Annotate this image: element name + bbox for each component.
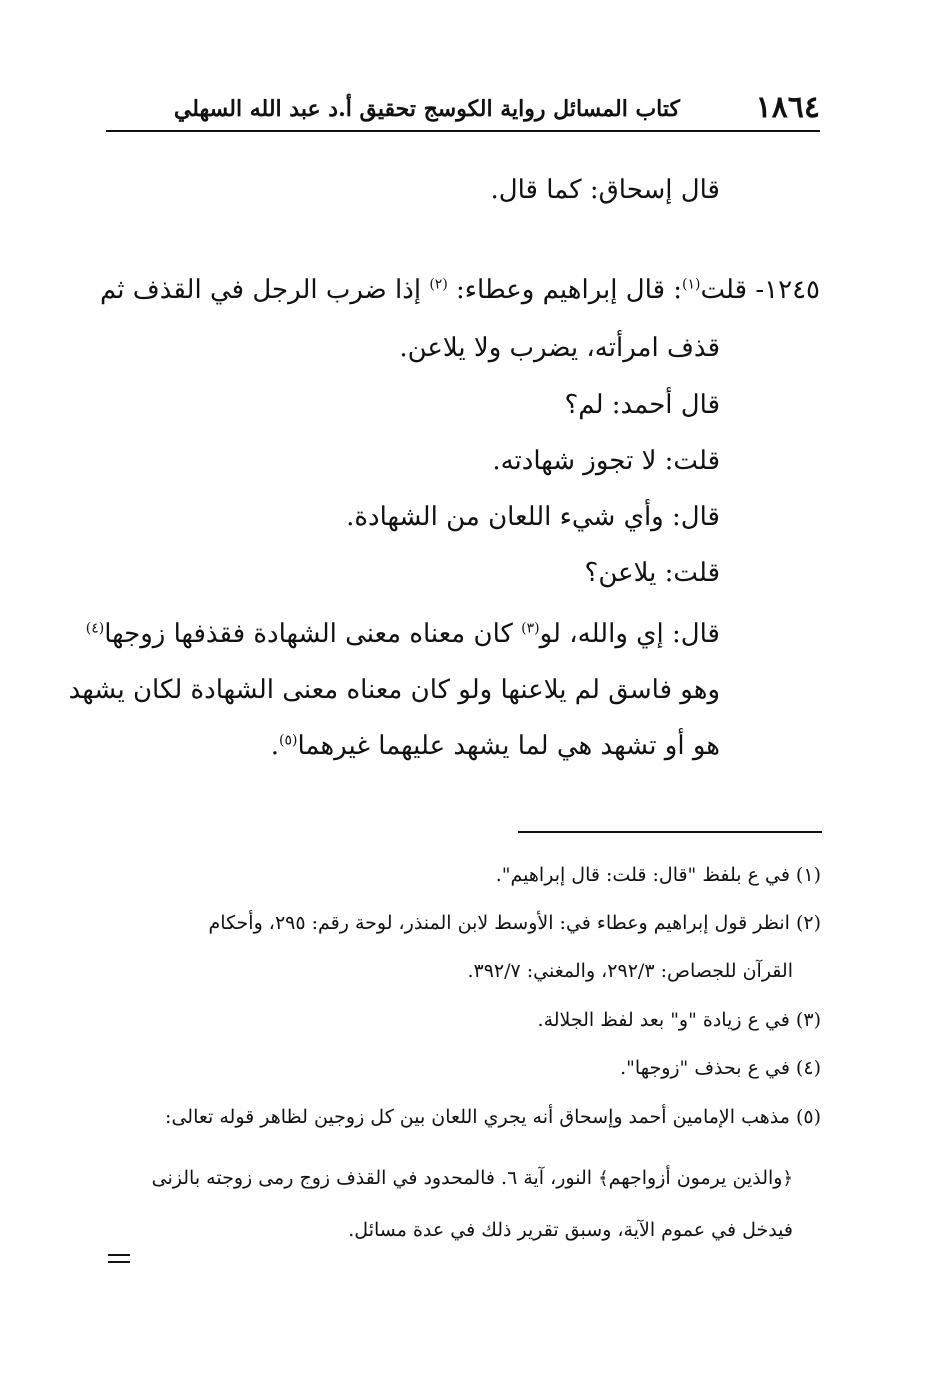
text-line	[86, 614, 720, 654]
text-line: قال إسحاق: كما قال.	[490, 175, 720, 205]
text-segment: : قال إبراهيم وعطاء:	[447, 275, 683, 305]
text-segment: كان معناه معنى الشهادة فقذفها زوجها	[104, 619, 522, 649]
footnote-3: (٣) في ع زيادة "و" بعد لفظ الجلالة.	[537, 1009, 821, 1031]
footnote-5-line-3: فيدخل في عموم الآية، وسبق تقرير ذلك في عدة مسائل.	[348, 1219, 793, 1241]
text-segment: .	[270, 731, 280, 761]
text-segment: هو أو تشهد هي لما يشهد عليهما غيرهما	[297, 731, 720, 761]
quran-verse-text: والذين يرمون أزواجهم	[608, 1167, 783, 1189]
continuation-mark-bar	[108, 1261, 130, 1263]
footnote-5-line-2	[152, 1161, 793, 1196]
footnote-1: (١) في ع بلفظ "قال: قلت: قال إبراهيم".	[495, 864, 821, 886]
issue-1245-heading-line	[100, 270, 820, 310]
text-line: قال: وأي شيء اللعان من الشهادة.	[346, 502, 720, 532]
text-segment: قال: إي والله، لو	[539, 619, 720, 649]
footnote-separator	[518, 831, 822, 833]
quran-bracket-close: ﴾	[598, 1168, 609, 1189]
footnote-ref-3: (٣)	[521, 620, 540, 637]
continuation-mark	[108, 1254, 130, 1264]
footnote-2-line-1: (٢) انظر قول إبراهيم وعطاء في: الأوسط لابن المنذر، لوحة رقم: ٢٩٥، وأحكام	[208, 912, 821, 934]
text-line: وهو فاسق لم يلاعنها ولو كان معناه معنى الشهادة لكان يشهد	[68, 675, 720, 705]
text-line: قلت: لا تجوز شهادته.	[492, 446, 720, 476]
text-line	[271, 726, 720, 766]
footnote-ref-2: (٢)	[429, 276, 448, 293]
footnote-4: (٤) في ع بحذف "زوجها".	[620, 1057, 821, 1079]
text-line: قال أحمد: لم؟	[564, 390, 720, 420]
header-rule	[106, 130, 820, 132]
footnote-ref-4: (٤)	[85, 620, 105, 637]
quran-bracket-open: ﴿	[782, 1168, 793, 1189]
footnote-2-line-2: القرآن للجصاص: ٢٩٢/٣، والمغني: ٣٩٢/٧.	[467, 960, 793, 982]
issue-number-text: ١٢٤٥- قلت	[700, 275, 820, 305]
text-line: قلت: يلاعن؟	[584, 558, 720, 588]
book-title: كتاب المسائل رواية الكوسج تحقيق أ.د عبد الله السهلي	[173, 96, 680, 122]
page-number: ١٨٦٤	[755, 90, 820, 125]
footnote-5-line-1: (٥) مذهب الإمامين أحمد وإسحاق أنه يجري اللعان بين كل زوجين لظاهر قوله تعالى:	[165, 1106, 821, 1128]
running-header	[106, 88, 820, 128]
text-line: قذف امرأته، يضرب ولا يلاعن.	[399, 333, 720, 363]
footnote-ref-1: (١)	[682, 276, 701, 293]
text-segment: النور، آية ٦. فالمحدود في القذف زوج رمى زوجته بالزنى	[151, 1167, 599, 1189]
footnote-ref-5: (٥)	[279, 732, 298, 749]
text-segment: إذا ضرب الرجل في القذف ثم	[100, 275, 430, 305]
continuation-mark-bar	[108, 1254, 130, 1256]
